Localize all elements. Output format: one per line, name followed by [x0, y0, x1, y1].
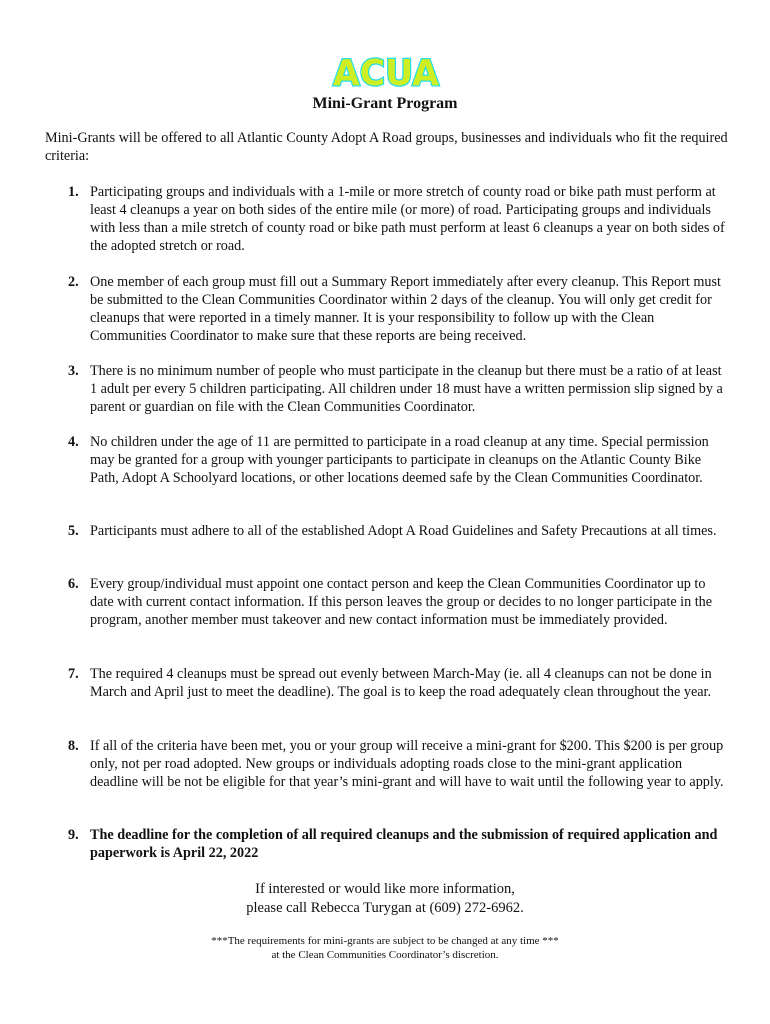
contact-line-1: If interested or would like more information, [255, 881, 515, 897]
criteria-item-deadline [68, 826, 730, 862]
page-title: Mini-Grant Program [312, 95, 458, 112]
item-number: 3. [68, 363, 79, 379]
item-text: The deadline for the completion of all required cleanups and the submission of required application and paperwork is April 22, 2022 [90, 827, 718, 861]
criteria-item [68, 737, 730, 791]
criteria-item [68, 522, 730, 540]
item-text: Every group/individual must appoint one contact person and keep the Clean Communities Coordinator up to date with current contact information. If this person leaves the group or decides to no longer participate in the program, another member must takeover and new contact information must be immediately provided. [90, 576, 713, 628]
item-text: No children under the age of 11 are permitted to participate in a road cleanup at any time. Special permission may be granted for a group with younger participants to participate in cleanups on the Atlantic County Bike Path, Adopt A Schoolyard locations, or other locations deemed safe by the Clean Communities Coordinator. [90, 434, 709, 486]
item-text: There is no minimum number of people who must participate in the cleanup but there must be a ratio of at least 1 adult per every 5 children participating. All children under 18 must have a written permission slip signed by a parent or guardian on file with the Clean Communities Coordinator. [90, 363, 723, 415]
item-text: If all of the criteria have been met, you or your group will receive a mini-grant for $200. This $200 is per group only, not per road adopted. New groups or individuals adopting roads close to the mini-grant application deadline will be not be eligible for that year’s mini-grant and will have to wait until the following year to apply. [90, 738, 724, 790]
footnote-line-1: ***The requirements for mini-grants are subject to be changed at any time *** [211, 935, 559, 947]
item-number: 9. [68, 827, 79, 843]
intro-paragraph: Mini-Grants will be offered to all Atlantic County Adopt A Road groups, businesses and individuals who fit the required criteria: [45, 130, 728, 164]
item-number: 5. [68, 523, 79, 539]
footnote-line-2: at the Clean Communities Coordinator’s discretion. [271, 949, 499, 961]
criteria-item [68, 575, 730, 629]
item-text: Participating groups and individuals with a 1-mile or more stretch of county road or bike path must perform at least 4 cleanups a year on both sides of the entire mile (or more) of road. Participating groups and individuals with less than a mile stretch of county road or bike path must perform at least 6 cleanups a year on both sides of the adopted stretch or road. [90, 184, 725, 254]
item-number: 2. [68, 274, 79, 290]
contact-line-2: please call Rebecca Turygan at (609) 272-6962. [246, 900, 524, 916]
item-number: 1. [68, 184, 79, 200]
item-number: 7. [68, 666, 79, 682]
item-text: Participants must adhere to all of the established Adopt A Road Guidelines and Safety Precautions at all times. [90, 523, 717, 539]
criteria-item [68, 665, 730, 701]
criteria-item [68, 273, 730, 345]
criteria-item [68, 183, 730, 255]
footnote [0, 934, 770, 962]
criteria-item [68, 433, 730, 487]
item-number: 4. [68, 434, 79, 450]
item-text: One member of each group must fill out a Summary Report immediately after every cleanup. This Report must be submitted to the Clean Communities Coordinator within 2 days of the cleanup. You will only get credit for cleanups that were reported in a timely manner. It is your responsibility to follow up with the Clean Communities Coordinator to make sure that these reports are being received. [90, 274, 721, 344]
acua-logo [330, 50, 442, 92]
item-number: 8. [68, 738, 79, 754]
acua-logo-text: ACUA [333, 53, 440, 92]
criteria-item [68, 362, 730, 416]
contact-info [0, 880, 770, 918]
item-text: The required 4 cleanups must be spread out evenly between March-May (ie. all 4 cleanups can not be done in March and April just to meet the deadline). The goal is to keep the road adequately clean throughout the year. [90, 666, 712, 700]
item-number: 6. [68, 576, 79, 592]
